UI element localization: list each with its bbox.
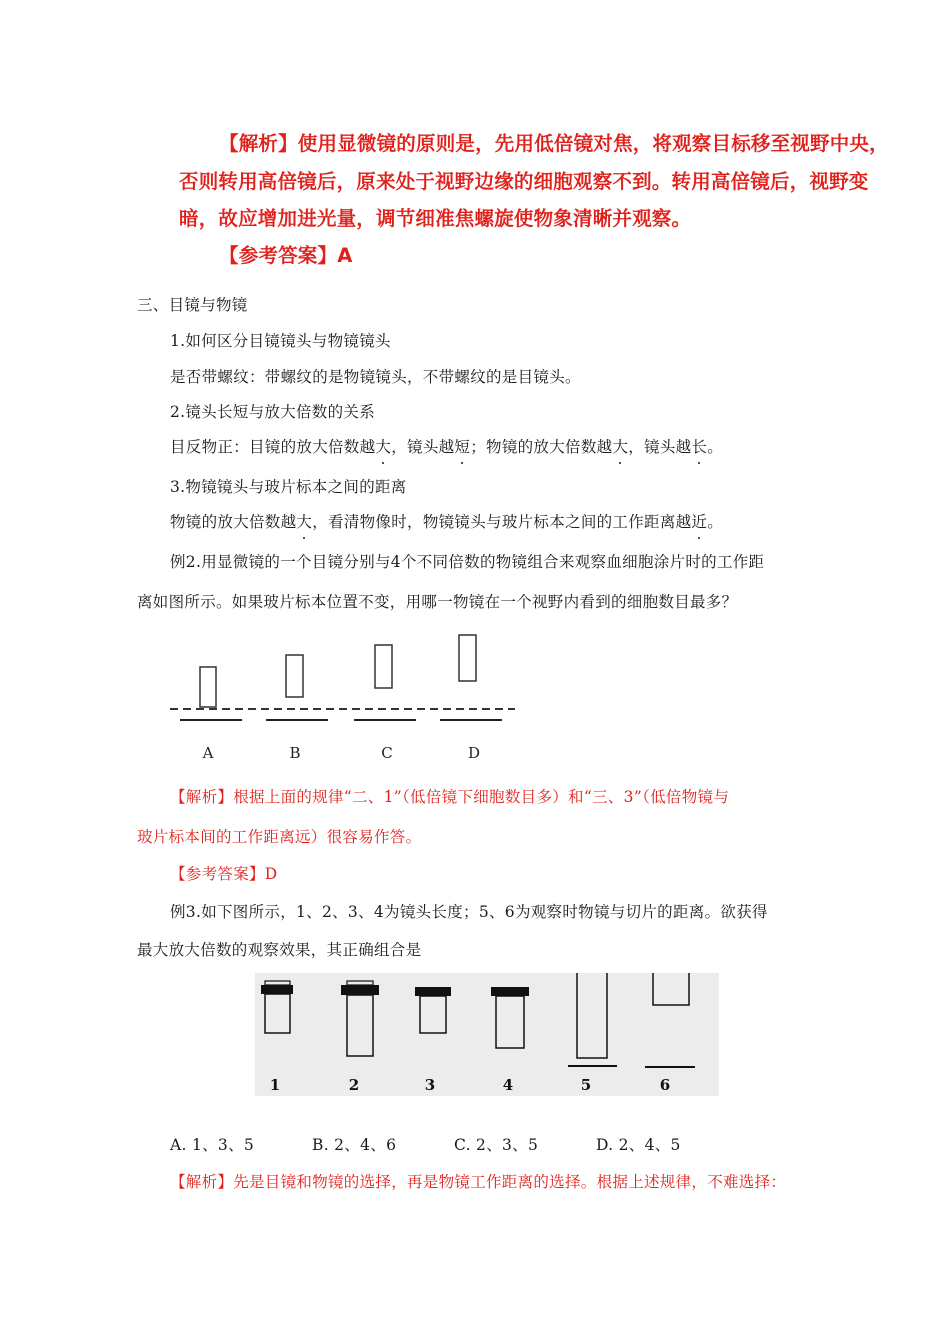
lens-4-cap bbox=[491, 987, 529, 996]
label-a: A bbox=[202, 744, 214, 762]
lens-1-cap bbox=[261, 985, 293, 994]
example-3-line-2: 最大放大倍数的观察效果，其正确组合是 bbox=[137, 941, 422, 959]
lens-2-cap bbox=[341, 985, 379, 995]
label-2: 2 bbox=[348, 1076, 360, 1094]
option-c: C. 2、3、5 bbox=[454, 1136, 539, 1154]
label-c: C bbox=[381, 744, 393, 762]
option-d: D. 2、4、5 bbox=[596, 1136, 681, 1154]
analysis-1-line-2: 否则转用高倍镜后，原来处于视野边缘的细胞观察不到。转用高倍镜后，视野变 bbox=[179, 170, 869, 193]
question-1: 1.如何区分目镜镜头与物镜镜头 bbox=[170, 332, 391, 350]
objective-distance-figure bbox=[160, 628, 530, 768]
label-3: 3 bbox=[424, 1076, 436, 1094]
objective-c bbox=[375, 645, 392, 688]
section-3-title: 三、目镜与物镜 bbox=[137, 296, 248, 314]
answer-1: 【参考答案】A bbox=[219, 244, 353, 267]
option-b: B. 2、4、6 bbox=[312, 1136, 397, 1154]
label-4: 4 bbox=[502, 1076, 514, 1094]
analysis-1-line-1: 【解析】使用显微镜的原则是，先用低倍镜对焦，将观察目标移至视野中央， bbox=[219, 132, 889, 155]
label-d: D bbox=[467, 744, 481, 762]
label-5: 5 bbox=[580, 1076, 592, 1094]
label-b: B bbox=[289, 744, 301, 762]
objective-a bbox=[200, 667, 216, 707]
question-3: 3.物镜镜头与玻片标本之间的距离 bbox=[170, 478, 407, 496]
lens-3-cap bbox=[415, 987, 451, 996]
question-2: 2.镜头长短与放大倍数的关系 bbox=[170, 403, 375, 421]
example-2-analysis-line-2: 玻片标本间的工作距离远）很容易作答。 bbox=[137, 828, 422, 846]
label-1: 1 bbox=[269, 1076, 281, 1094]
analysis-1-line-3: 暗，故应增加进光量，调节细准焦螺旋使物象清晰并观察。 bbox=[179, 207, 692, 230]
answer-text-3: 物镜的放大倍数越大，看清物像时，物镜镜头与玻片标本之间的工作距离越近。 bbox=[170, 510, 723, 532]
objective-b bbox=[286, 655, 303, 697]
example-2-line-1: 例2.用显微镜的一个目镜分别与4个不同倍数的物镜组合来观察血细胞涂片时的工作距 bbox=[170, 553, 765, 571]
example-2-answer: 【参考答案】D bbox=[170, 865, 278, 883]
objective-d bbox=[459, 635, 476, 681]
option-a: A. 1、3、5 bbox=[170, 1136, 255, 1154]
answer-text-1: 是否带螺纹：带螺纹的是物镜镜头，不带螺纹的是目镜头。 bbox=[170, 368, 581, 386]
example-2-line-2: 离如图所示。如果玻片标本位置不变，用哪一物镜在一个视野内看到的细胞数目最多？ bbox=[137, 593, 738, 611]
figure-background bbox=[255, 973, 719, 1096]
lens-figure bbox=[255, 973, 719, 1096]
example-2-analysis-line-1: 【解析】根据上面的规律“二、1”（低倍镜下细胞数目多）和“三、3”（低倍物镜与 bbox=[170, 788, 730, 806]
example-3-analysis: 【解析】先是目镜和物镜的选择，再是物镜工作距离的选择。根据上述规律，不难选择： bbox=[170, 1173, 787, 1191]
example-3-line-1: 例3.如下图所示，1、2、3、4为镜头长度；5、6为观察时物镜与切片的距离。欲获得 bbox=[170, 903, 768, 921]
label-6: 6 bbox=[659, 1076, 671, 1094]
answer-text-2: 目反物正：目镜的放大倍数越大，镜头越短；物镜的放大倍数越大，镜头越长。 bbox=[170, 435, 723, 457]
